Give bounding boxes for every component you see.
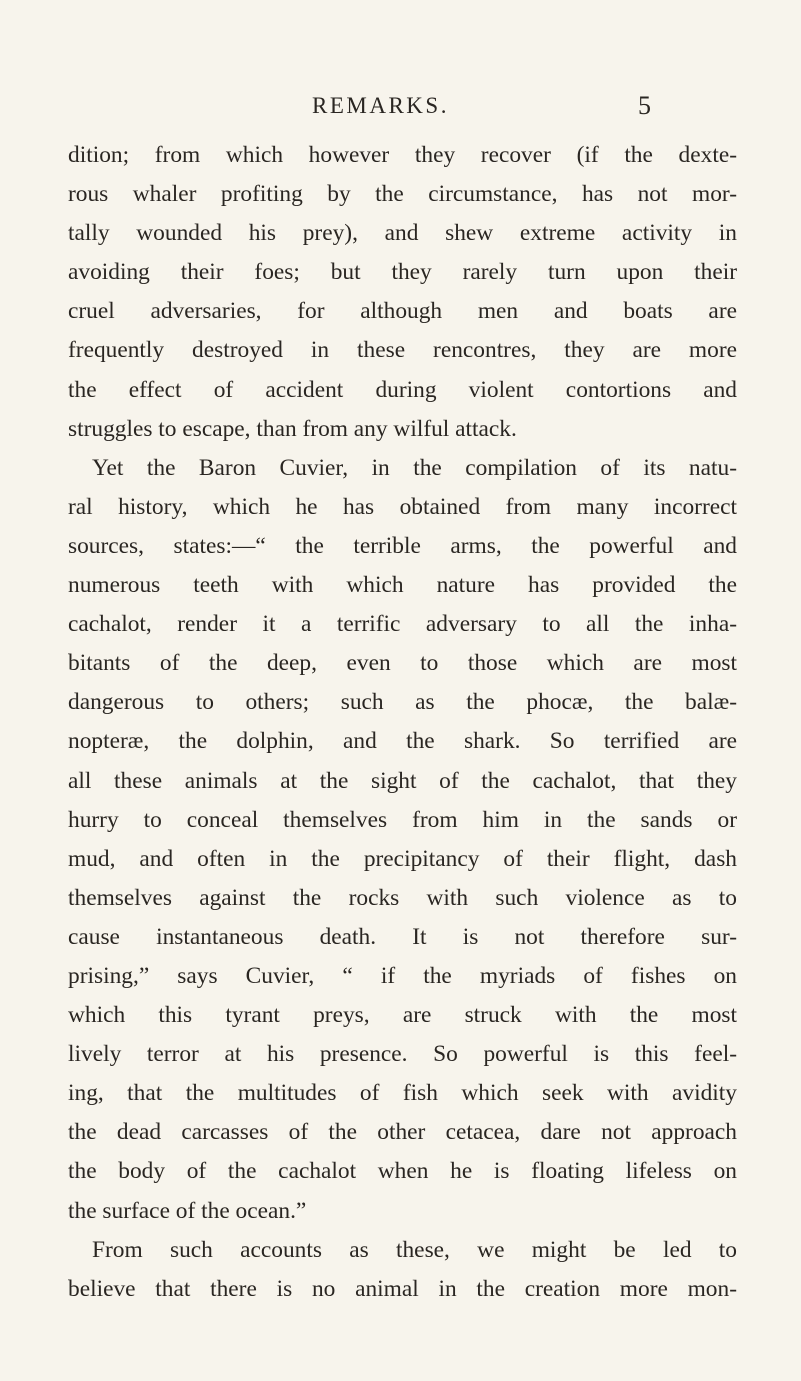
- text-line: tally wounded his prey), and shew extreme activity in: [68, 220, 737, 247]
- text-line: dition; from which however they recover (if the dexte-: [68, 142, 737, 168]
- text-line: believe that there is no animal in the creation more mon-: [68, 1275, 737, 1302]
- text-line: lively terror at his presence. So powerful is this feel-: [68, 1041, 737, 1068]
- text-line: nopteræ, the dolphin, and the shark. So terrified are: [68, 728, 737, 755]
- text-line: prising,” says Cuvier, “ if the myriads of fishes on: [68, 962, 737, 989]
- text-line: mud, and often in the precipitancy of their flight, dash: [68, 845, 737, 872]
- page-number: 5: [638, 91, 651, 120]
- text-line: avoiding their foes; but they rarely turn upon their: [68, 259, 737, 286]
- text-line: ral history, which he has obtained from many incorrect: [68, 493, 737, 520]
- running-title: REMARKS.: [312, 93, 449, 118]
- paragraph-start-line: Yet the Baron Cuvier, in the compilation of its natu-: [92, 454, 737, 481]
- text-line: sources, states:—“ the terrible arms, the powerful and: [68, 532, 737, 559]
- text-line: hurry to conceal themselves from him in the sands or: [68, 806, 737, 833]
- text-line: cachalot, render it a terrific adversary to all the inha-: [68, 611, 737, 638]
- body-text: [68, 136, 737, 1309]
- text-line: the body of the cachalot when he is floating lifeless on: [68, 1158, 737, 1185]
- text-line: struggles to escape, than from any wilful attack.: [68, 415, 517, 442]
- text-line: cruel adversaries, for although men and boats are: [68, 298, 737, 325]
- text-line: the surface of the ocean.”: [68, 1197, 307, 1224]
- text-line: the dead carcasses of the other cetacea, dare not approach: [68, 1119, 737, 1146]
- text-line: dangerous to others; such as the phocæ, the balæ-: [68, 689, 737, 716]
- text-line: cause instantaneous death. It is not therefore sur-: [68, 923, 737, 950]
- text-line: the effect of accident during violent contortions and: [68, 376, 737, 403]
- text-line: which this tyrant preys, are struck with the most: [68, 1002, 737, 1029]
- text-line: bitants of the deep, even to those which are most: [68, 650, 737, 677]
- text-line: ing, that the multitudes of fish which seek with avidity: [68, 1080, 737, 1107]
- text-line: numerous teeth with which nature has provided the: [68, 572, 737, 599]
- paragraph-start-line: From such accounts as these, we might be led to: [92, 1236, 737, 1263]
- text-line: themselves against the rocks with such violence as to: [68, 884, 737, 911]
- text-line: frequently destroyed in these rencontres, they are more: [68, 337, 737, 364]
- running-head: [0, 86, 801, 126]
- text-line: rous whaler profiting by the circumstance, has not mor-: [68, 181, 737, 208]
- text-line: all these animals at the sight of the cachalot, that they: [68, 767, 737, 794]
